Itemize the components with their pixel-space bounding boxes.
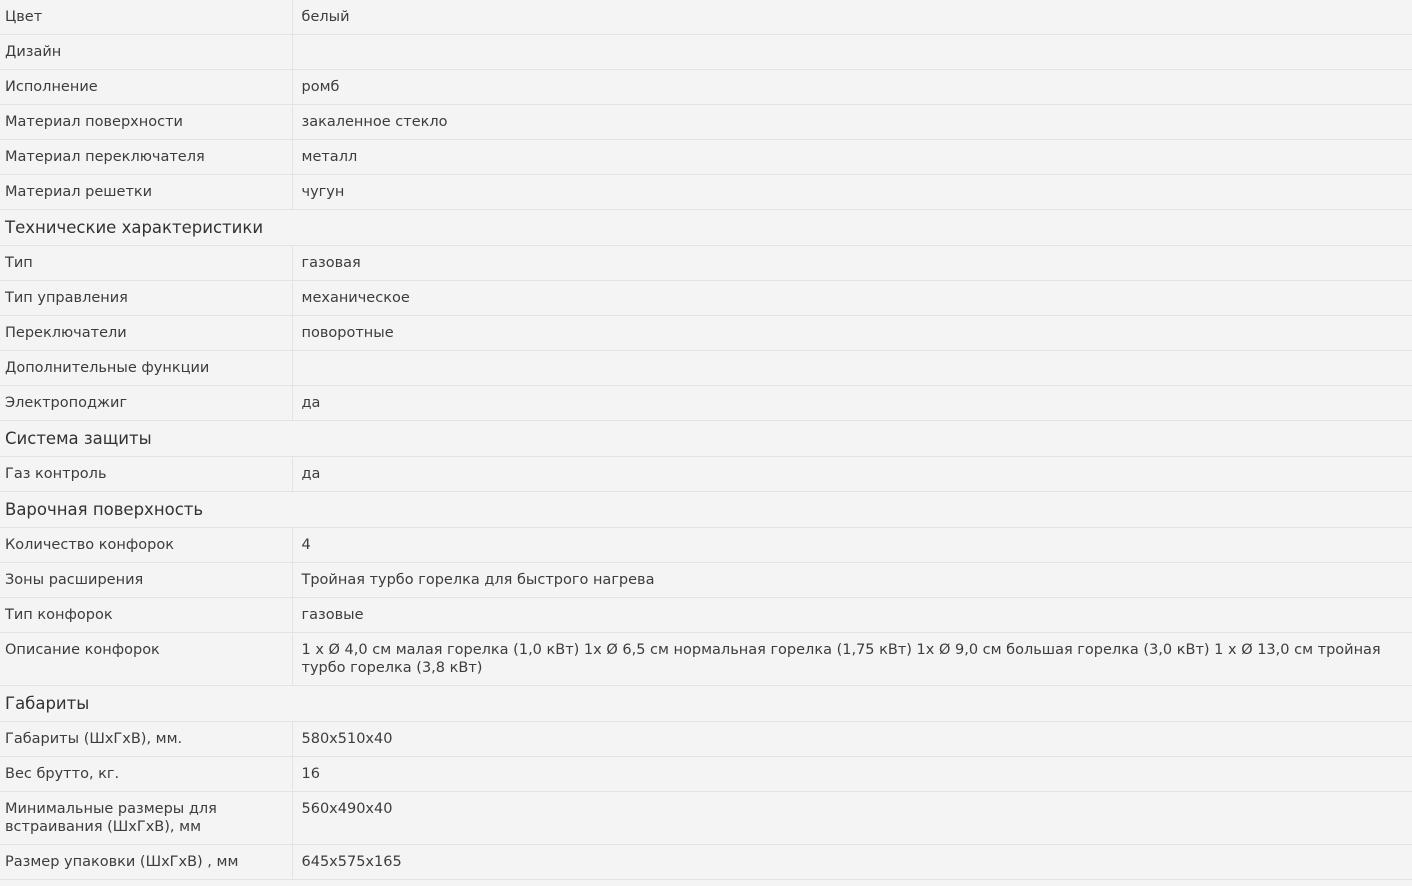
spec-label: Дизайн: [0, 35, 292, 70]
spec-row-burner-type: [0, 598, 1412, 633]
spec-label: Материал поверхности: [0, 105, 292, 140]
spec-label: Дополнительные функции: [0, 351, 292, 386]
spec-value: белый: [292, 0, 1412, 35]
spec-value: чугун: [292, 175, 1412, 210]
spec-row-switches: [0, 316, 1412, 351]
spec-row-type: [0, 246, 1412, 281]
section-title: Технические характеристики: [0, 210, 1412, 246]
spec-label: Материал решетки: [0, 175, 292, 210]
spec-label: Вес брутто, кг.: [0, 757, 292, 792]
spec-value: да: [292, 386, 1412, 421]
spec-value: 4: [292, 528, 1412, 563]
spec-label: Тип: [0, 246, 292, 281]
section-header-cooking-surface: [0, 492, 1412, 528]
spec-value: ромб: [292, 70, 1412, 105]
section-header-protection: [0, 421, 1412, 457]
spec-label: Тип конфорок: [0, 598, 292, 633]
spec-label: Переключатели: [0, 316, 292, 351]
spec-label: Газ контроль: [0, 457, 292, 492]
spec-value: закаленное стекло: [292, 105, 1412, 140]
spec-row-burner-description: [0, 633, 1412, 686]
spec-row-gas-control: [0, 457, 1412, 492]
spec-value: [292, 35, 1412, 70]
spec-value: Тройная турбо горелка для быстрого нагрева: [292, 563, 1412, 598]
spec-row-execution: [0, 70, 1412, 105]
spec-value: металл: [292, 140, 1412, 175]
spec-value: 16: [292, 757, 1412, 792]
spec-label: Зоны расширения: [0, 563, 292, 598]
spec-row-cutout-size: [0, 792, 1412, 845]
section-title: Система защиты: [0, 421, 1412, 457]
spec-row-gross-weight: [0, 757, 1412, 792]
spec-label: Минимальные размеры для встраивания (ШхГхВ), мм: [0, 792, 292, 845]
spec-label: Исполнение: [0, 70, 292, 105]
spec-label: Материал переключателя: [0, 140, 292, 175]
spec-value: 645х575х165: [292, 845, 1412, 880]
spec-row-grate-material: [0, 175, 1412, 210]
spec-row-package-size: [0, 845, 1412, 880]
spec-value: да: [292, 457, 1412, 492]
spec-label: Размер упаковки (ШхГхВ) , мм: [0, 845, 292, 880]
spec-value: [292, 351, 1412, 386]
spec-row-control-type: [0, 281, 1412, 316]
spec-label: Количество конфорок: [0, 528, 292, 563]
section-title: Габариты: [0, 686, 1412, 722]
spec-value: 1 х Ø 4,0 см малая горелка (1,0 кВт) 1х Ø 6,5 см нормальная горелка (1,75 кВт) 1х Ø 9,0 см большая горелка (3,0 кВт) 1 х Ø 13,0 см тройная турбо горелка (3,8 кВт): [292, 633, 1412, 686]
spec-row-extra-functions: [0, 351, 1412, 386]
spec-row-design: [0, 35, 1412, 70]
spec-label: Электроподжиг: [0, 386, 292, 421]
spec-value: газовая: [292, 246, 1412, 281]
spec-row-surface-material: [0, 105, 1412, 140]
spec-value: 580х510х40: [292, 722, 1412, 757]
spec-label: Габариты (ШхГхВ), мм.: [0, 722, 292, 757]
spec-row-expansion-zones: [0, 563, 1412, 598]
spec-row-color: [0, 0, 1412, 35]
spec-value: механическое: [292, 281, 1412, 316]
spec-value: 560х490х40: [292, 792, 1412, 845]
spec-row-dimensions: [0, 722, 1412, 757]
spec-value: газовые: [292, 598, 1412, 633]
section-header-technical: [0, 210, 1412, 246]
spec-value: поворотные: [292, 316, 1412, 351]
spec-row-burner-count: [0, 528, 1412, 563]
section-title: Варочная поверхность: [0, 492, 1412, 528]
section-header-dimensions: [0, 686, 1412, 722]
spec-label: Тип управления: [0, 281, 292, 316]
spec-row-ignition: [0, 386, 1412, 421]
spec-label: Описание конфорок: [0, 633, 292, 686]
spec-row-switch-material: [0, 140, 1412, 175]
spec-label: Цвет: [0, 0, 292, 35]
